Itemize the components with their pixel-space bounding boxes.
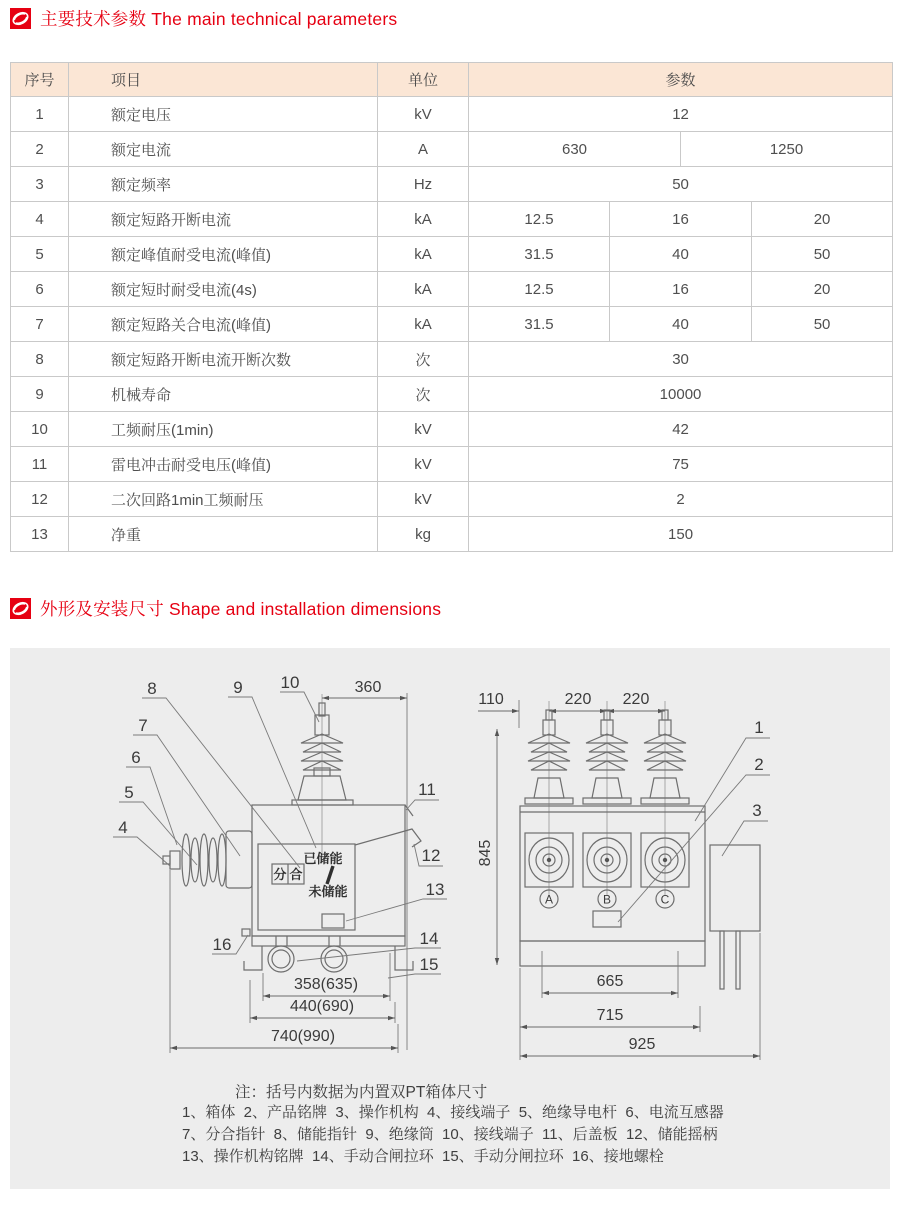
cell-item: 雷电冲击耐受电压(峰值) <box>69 447 378 482</box>
cell-value: 40 <box>610 237 752 272</box>
section-header-dimensions <box>10 596 441 621</box>
svg-text:4: 4 <box>118 818 128 837</box>
svg-text:360: 360 <box>354 679 382 696</box>
legend-line: 7、分合指针 8、储能指针 9、绝缘筒 10、接线端子 11、后盖板 12、储能摇柄 <box>182 1126 718 1143</box>
svg-text:12: 12 <box>421 846 441 865</box>
svg-text:B: B <box>602 892 612 907</box>
col-header-unit: 单位 <box>378 63 469 97</box>
svg-text:已储能: 已储能 <box>303 851 343 866</box>
table-row <box>11 377 893 412</box>
col-header-no: 序号 <box>11 63 69 97</box>
svg-text:A: A <box>544 892 554 907</box>
cell-unit: kV <box>378 447 469 482</box>
cell-value: 630 <box>469 132 681 167</box>
cell-unit: 次 <box>378 377 469 412</box>
cell-item: 净重 <box>69 517 378 552</box>
svg-text:220: 220 <box>564 691 592 708</box>
svg-text:358(635): 358(635) <box>293 976 359 993</box>
params-table-body <box>11 97 893 552</box>
cell-no: 3 <box>11 167 69 202</box>
cell-no: 7 <box>11 307 69 342</box>
cell-no: 1 <box>11 97 69 132</box>
cell-item: 额定电流 <box>69 132 378 167</box>
cell-unit: kV <box>378 482 469 517</box>
svg-text:6: 6 <box>131 748 141 767</box>
cell-value: 150 <box>469 517 893 552</box>
cell-item: 额定短路开断电流 <box>69 202 378 237</box>
section-title: 主要技术参数 The main technical parameters <box>40 9 398 29</box>
cell-unit: 次 <box>378 342 469 377</box>
drawing-note: 注：括号内数据为内置双PT箱体尺寸 <box>235 1084 488 1101</box>
cell-no: 12 <box>11 482 69 517</box>
cell-unit: kA <box>378 272 469 307</box>
cell-item: 额定频率 <box>69 167 378 202</box>
parts-legend <box>182 1102 724 1168</box>
brand-icon <box>10 598 31 619</box>
table-header-row <box>11 63 893 97</box>
cell-item: 额定短路关合电流(峰值) <box>69 307 378 342</box>
cell-unit: kA <box>378 237 469 272</box>
cell-no: 9 <box>11 377 69 412</box>
table-row <box>11 97 893 132</box>
cell-value: 50 <box>752 237 893 272</box>
table-row <box>11 167 893 202</box>
cell-item: 机械寿命 <box>69 377 378 412</box>
cell-value: 50 <box>752 307 893 342</box>
svg-text:740(990): 740(990) <box>270 1028 336 1045</box>
cell-no: 4 <box>11 202 69 237</box>
svg-text:合: 合 <box>289 867 303 882</box>
cell-value: 2 <box>469 482 893 517</box>
svg-text:5: 5 <box>124 783 134 802</box>
cell-item: 额定峰值耐受电流(峰值) <box>69 237 378 272</box>
cell-value: 20 <box>752 202 893 237</box>
cell-value: 10000 <box>469 377 893 412</box>
section-header-parameters <box>10 6 397 31</box>
table-row <box>11 482 893 517</box>
cell-item: 工频耐压(1min) <box>69 412 378 447</box>
cell-no: 10 <box>11 412 69 447</box>
svg-text:110: 110 <box>478 691 504 708</box>
cell-item: 额定电压 <box>69 97 378 132</box>
legend-line: 1、箱体 2、产品铭牌 3、操作机构 4、接线端子 5、绝缘导电杆 6、电流互感器 <box>182 1104 724 1121</box>
cell-value: 12.5 <box>469 202 610 237</box>
svg-text:7: 7 <box>138 716 148 735</box>
cell-item: 二次回路1min工频耐压 <box>69 482 378 517</box>
front-view <box>477 691 770 1060</box>
svg-text:9: 9 <box>233 678 243 697</box>
svg-text:845: 845 <box>477 839 494 867</box>
section-title: 外形及安装尺寸 Shape and installation dimensions <box>40 599 442 619</box>
svg-text:16: 16 <box>212 935 232 954</box>
svg-text:13: 13 <box>425 880 445 899</box>
svg-text:8: 8 <box>147 679 157 698</box>
cell-unit: kV <box>378 412 469 447</box>
cell-item: 额定短路开断电流开断次数 <box>69 342 378 377</box>
legend-line: 13、操作机构铭牌 14、手动合闸拉环 15、手动分闸拉环 16、接地螺栓 <box>182 1148 664 1165</box>
table-row <box>11 272 893 307</box>
table-row <box>11 202 893 237</box>
svg-text:15: 15 <box>419 955 439 974</box>
svg-text:未储能: 未储能 <box>308 884 348 899</box>
cell-value: 40 <box>610 307 752 342</box>
cell-value: 30 <box>469 342 893 377</box>
cell-value: 31.5 <box>469 237 610 272</box>
cell-value: 16 <box>610 272 752 307</box>
svg-text:14: 14 <box>419 929 439 948</box>
table-row <box>11 307 893 342</box>
cell-item: 额定短时耐受电流(4s) <box>69 272 378 307</box>
svg-text:10: 10 <box>280 673 300 692</box>
cell-value: 20 <box>752 272 893 307</box>
table-row <box>11 237 893 272</box>
cell-unit: A <box>378 132 469 167</box>
cell-no: 11 <box>11 447 69 482</box>
cell-value: 42 <box>469 412 893 447</box>
cell-unit: kA <box>378 202 469 237</box>
svg-text:11: 11 <box>418 780 436 799</box>
table-row <box>11 412 893 447</box>
cell-value: 31.5 <box>469 307 610 342</box>
cell-no: 13 <box>11 517 69 552</box>
col-header-params: 参数 <box>469 63 893 97</box>
cell-no: 2 <box>11 132 69 167</box>
cell-value: 1250 <box>681 132 893 167</box>
cell-no: 8 <box>11 342 69 377</box>
svg-text:665: 665 <box>596 973 624 990</box>
svg-text:220: 220 <box>622 691 650 708</box>
table-row <box>11 447 893 482</box>
cell-value: 16 <box>610 202 752 237</box>
svg-text:C: C <box>660 892 670 907</box>
svg-text:440(690): 440(690) <box>289 998 355 1015</box>
table-row <box>11 132 893 167</box>
table-row <box>11 342 893 377</box>
side-view <box>113 673 447 1053</box>
cell-no: 6 <box>11 272 69 307</box>
cell-unit: kV <box>378 97 469 132</box>
svg-text:925: 925 <box>628 1036 656 1053</box>
cell-unit: kg <box>378 517 469 552</box>
table-row <box>11 517 893 552</box>
col-header-item: 项目 <box>69 63 378 97</box>
svg-text:1: 1 <box>754 718 764 737</box>
cell-unit: kA <box>378 307 469 342</box>
svg-text:3: 3 <box>752 801 762 820</box>
cell-no: 5 <box>11 237 69 272</box>
parameters-table <box>10 62 893 552</box>
svg-text:分: 分 <box>273 867 287 882</box>
svg-text:2: 2 <box>754 755 764 774</box>
svg-text:715: 715 <box>596 1007 624 1024</box>
brand-icon <box>10 8 31 29</box>
cell-value: 12 <box>469 97 893 132</box>
cell-value: 50 <box>469 167 893 202</box>
cell-unit: Hz <box>378 167 469 202</box>
cell-value: 12.5 <box>469 272 610 307</box>
drawing-panel <box>10 648 890 1189</box>
cell-value: 75 <box>469 447 893 482</box>
